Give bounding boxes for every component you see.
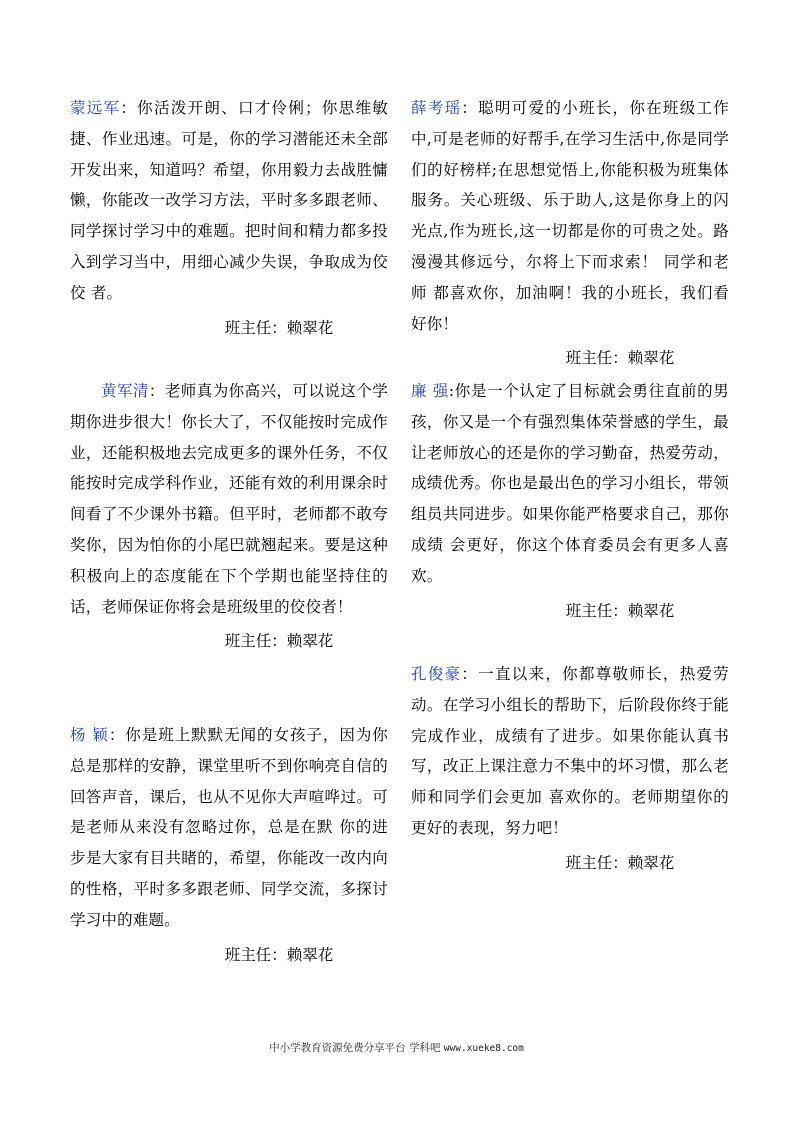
comment-paragraph [411,376,729,592]
teacher-signature: 班主任：赖翠花 [565,853,675,872]
student-name: 蒙远军 [70,99,121,117]
teacher-signature: 班主任：赖翠花 [565,601,675,620]
student-name: 黄军清 [101,382,149,400]
teacher-signature: 班主任：赖翠花 [565,349,675,368]
page-footer [0,1040,793,1055]
footer-site: www.xueke8.com [443,1043,524,1054]
comment-entry [70,93,388,343]
comment-paragraph [411,93,729,339]
student-name: 孔俊豪 [411,665,462,683]
comment-text: ：聪明可爱的小班长，你在班级工作中,可是老师的好帮手,在学习生活中,你是同学们的好榜样;在思想觉悟上,你能积极为班集体服务。关心班级、乐于助人,这是你身上的闪光点,作为班长,这一切都是你的可贵之处。路漫漫其修远兮，尔将上下而求索！ 同学和老师 都喜欢你，加油啊！我的小班长，我们看好你！ [411,99,729,333]
student-name: 杨 颖 [70,726,109,744]
comment-entry [411,659,729,878]
teacher-signature: 班主任：赖翠花 [224,945,334,964]
comment-entry [411,93,729,373]
footer-text: 中小学教育资源免费分享平台 学科吧 [269,1042,444,1054]
comment-paragraph [411,659,729,844]
teacher-signature: 班主任：赖翠花 [224,318,334,337]
comment-text: ：老师真为你高兴，可以说这个学期你进步很大！你长大了，不仅能按时完成作业，还能积极地去完成更多的课外任务，不仅能按时完成学科作业，还能有效的利用课余时间看了不少课外书籍。但平时，老师都不敢夸奖你，因为怕你的小尾巴就翘起来。要是这种 积极向上的态度能在下个学期也能坚持住的话，老师保证你将会是班级里的佼佼者！ [70,382,388,616]
comment-text: :你是一个认定了目标就会勇往直前的男孩，你又是一个有强烈集体荣誉感的学生，最让老师放心的还是你的学习勤奋，热爱劳动，成绩优秀。你也是最出色的学习小组长，带领组员共同进步。如果你能严格要求自己，那你成绩 会更好，你这个体育委员会有更多人喜欢。 [411,382,729,585]
comment-text: ：你是班上默默无闻的女孩子，因为你总是那样的安静，课堂里听不到你响亮自信的回答声音，课后，也从不见你大声喧哗过。可是老师从来没有忽略过你，总是在默 你的进步是大家有目共睹的，希望，你能改一改内向 的性格，平时多多跟老师、同学交流，多探讨学习中的难题。 [70,726,388,929]
comment-entry [70,376,388,656]
student-name: 薛考瑶 [411,99,462,117]
student-name: 廉 强 [411,382,449,400]
teacher-signature: 班主任：赖翠花 [224,632,334,651]
comment-entry [70,720,388,970]
comment-text: ：一直以来，你都尊敬师长，热爱劳动。在学习小组长的帮助下，后阶段你终于能完成作业，成绩有了进步。如果你能认真书写，改正上课注意力不集中的坏习惯，那么老师和同学们会更加 喜欢你的。老师期望你的更好的表现，努力吧！ [411,665,729,837]
comment-entry [411,376,729,626]
comment-paragraph [70,376,388,622]
comment-text: ：你活泼开朗、口才伶俐；你思维敏捷、作业迅速。可是，你的学习潜能还未全部开发出来，知道吗？希望，你用毅力去战胜慵懒，你能改一改学习方法，平时多多跟老师、同学探讨学习中的难题。把时间和精力都多投入到学习当中，用细心减少失误，争取成为佼佼 者。 [70,99,388,302]
comment-paragraph [70,720,388,936]
comment-paragraph [70,93,388,309]
